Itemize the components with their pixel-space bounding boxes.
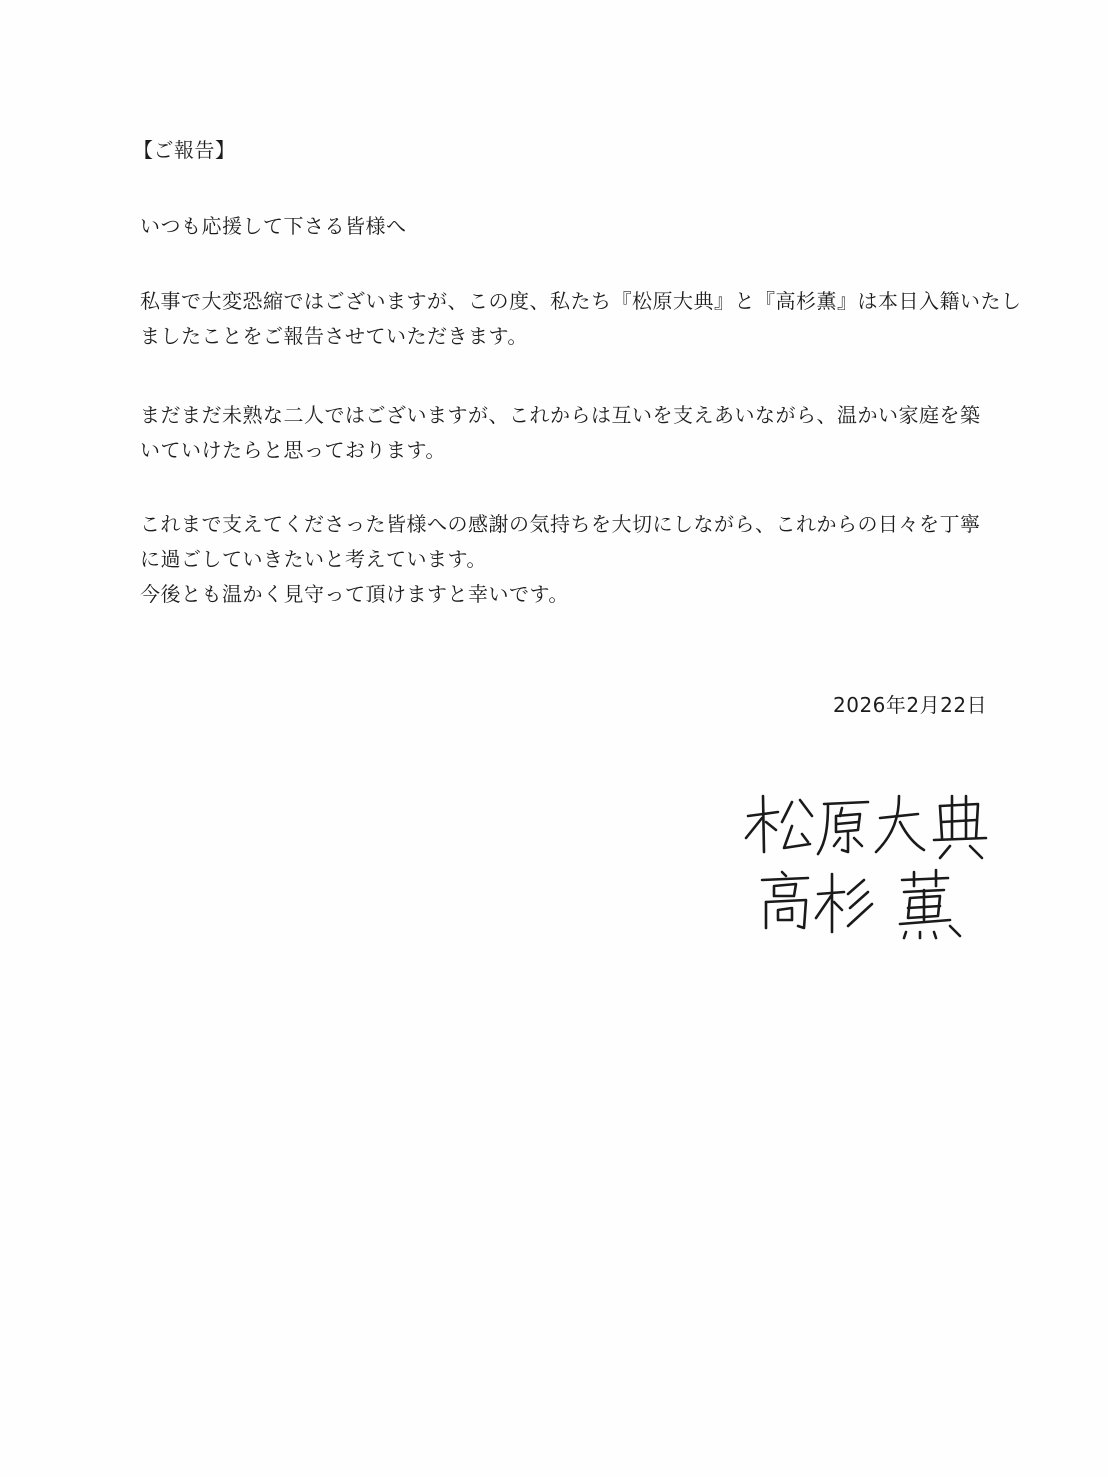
paragraph-1-line-2: ましたことをご報告させていただきます。 (140, 324, 528, 348)
paragraph-1-line-1: 私事で大変恐縮ではございますが、この度、私たち『松原大典』と『高杉薫』は本日入籍いたし (140, 289, 1022, 313)
paragraph-3-line-3: 今後とも温かく見守って頂けますと幸いです。 (140, 582, 569, 606)
paragraph-2-line-2: いていけたらと思っております。 (140, 438, 446, 462)
letter-date: 2026年2月22日 (833, 693, 988, 717)
letter-greeting: いつも応援して下さる皆様へ (140, 214, 407, 238)
paragraph-2-line-1: まだまだ未熟な二人ではございますが、これからは互いを支えあいながら、温かい家庭を築 (140, 403, 981, 427)
signature-drawing (736, 786, 996, 946)
handwritten-signature (736, 786, 996, 946)
paragraph-3-line-1: これまで支えてくださった皆様への感謝の気持ちを大切にしながら、これからの日々を丁寧 (140, 512, 981, 536)
letter-heading: 【ご報告】 (133, 138, 236, 162)
paragraph-3-line-2: に過ごしていきたいと考えています。 (140, 547, 487, 571)
